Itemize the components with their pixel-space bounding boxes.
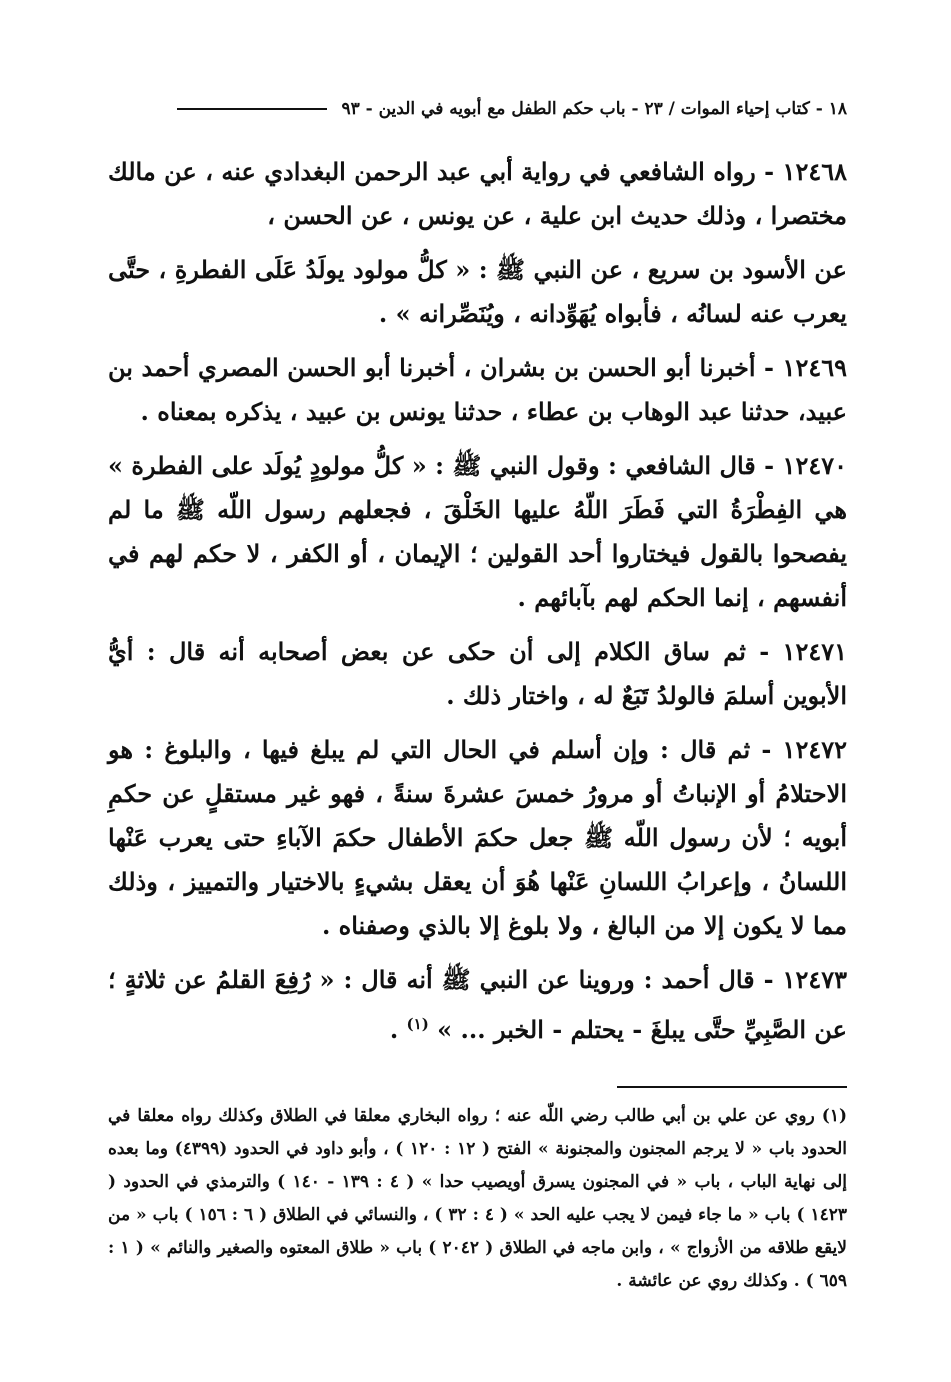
- paragraph-12473-text: ١٢٤٧٣ - قال أحمد : وروينا عن النبي ﷺ أنه قال : « رُفِعَ القلمُ عن ثلاثةٍ ؛ عن الصَّبِيِّ حتَّى يبلغَ - يحتلم - الخبر ... »: [108, 965, 847, 1044]
- paragraph-12470: ١٢٤٧٠ - قال الشافعي : وقول النبي ﷺ : « كلُّ مولودٍ يُولَد على الفطرة » هي الفِطْرَةُ التي فَطَرَ اللّهُ عليها الخَلْقَ ، فجعلهم رسول اللّه ﷺ ما لم يفصحوا بالقول فيختاروا أحد القولين ؛ الإيمان ، أو الكفر ، لا حكم لهم في أنفسهم ، إنما الحكم لهم بآبائهم .: [108, 451, 847, 612]
- paragraph-12473: ١٢٤٧٣ - قال أحمد : وروينا عن النبي ﷺ أنه قال : « رُفِعَ القلمُ عن ثلاثةٍ ؛ عن الصَّبِيِّ حتَّى يبلغَ - يحتلم - الخبر ... » $^{(١)}$ .: [108, 965, 847, 1044]
- running-header: [108, 96, 847, 122]
- paragraph-12468: ١٢٤٦٨ - رواه الشافعي في رواية أبي عبد الرحمن البغدادي عنه ، عن مالك مختصرا ، وذلك حديث ابن علية ، عن يونس ، عن الحسن ،: [108, 157, 847, 230]
- paragraph-12472: ١٢٤٧٢ - ثم قال : وإن أسلم في الحال التي لم يبلغ فيها ، والبلوغ : هو الاحتلامُ أو الإنباتُ أو مرورُ خمسَ عشرةَ سنةً ، فهو غير مستقلٍ عن حكمِ أبويه ؛ لأن رسول اللّه ﷺ جعل حكمَ الأطفال حكمَ الآباءِ حتى يعرب عَنْها اللسانُ ، وإعرابُ اللسانِ عَنْها هُوَ أن يعقل بشيءٍ بالاختيار والتمييز ، وذلك مما لا يكون إلا من البالغ ، ولا بلوغ إلا بالذي وصفناه .: [108, 735, 848, 940]
- paragraph-12468-cont: عن الأسود بن سريع ، عن النبي ﷺ : « كلُّ مولود يولَدُ عَلَى الفطرةِ ، حتَّى يعرب عنه لسانُه ، فأبواه يُهَوِّدانه ، ويُنَصِّرانه » .: [108, 255, 847, 328]
- main-text: [108, 150, 847, 1052]
- paragraph-12471: ١٢٤٧١ - ثم ساق الكلام إلى أن حكى عن بعض أصحابه أنه قال : أيُّ الأبوين أسلمَ فالولدُ تَبَعٌ له ، واختار ذلك .: [108, 637, 847, 710]
- paragraph-12469: ١٢٤٦٩ - أخبرنا أبو الحسن بن بشران ، أخبرنا أبو الحسن المصري أحمد بن عبيد، حدثنا عبد الوهاب بن عطاء ، حدثنا يونس بن عبيد ، يذكره بمعناه .: [108, 353, 847, 426]
- header-text: ١٨ - كتاب إحياء الموات / ٢٣ - باب حكم الطفل مع أبويه في الدين - ٩٣: [341, 99, 847, 119]
- header-rule: [177, 108, 327, 110]
- footnote-separator: [617, 1086, 847, 1088]
- footnote: (١) روي عن علي بن أبي طالب رضي اللّه عنه ؛ رواه البخاري معلقا في الطلاق وكذلك رواه معلقا في الحدود باب « لا يرجم المجنون والمجنونة » الفتح ( ١٢ : ١٢٠ ) ، وأبو داود في الحدود (٤٣٩٩) وما بعده إلى نهاية الباب ، باب « في المجنون يسرق أويصيب حدا » ( ٤ : ١٣٩ - ١٤٠ ) والترمذي في الحدود ( ١٤٢٣ ) باب « ما جاء فيمن لا يجب عليه الحد » ( ٤ : ٣٢ ) ، والنسائي في الطلاق ( ٦ : ١٥٦ ) باب « من لايقع طلاقه من الأزواج » ، وابن ماجه في الطلاق ( ٢٠٤٢ ) باب « طلاق المعتوه والصغير والنائم » ( ١ : ٦٥٩ ) . وكذلك روي عن عائشة .: [108, 1106, 848, 1291]
- footnote-reference: (١): [406, 1015, 429, 1033]
